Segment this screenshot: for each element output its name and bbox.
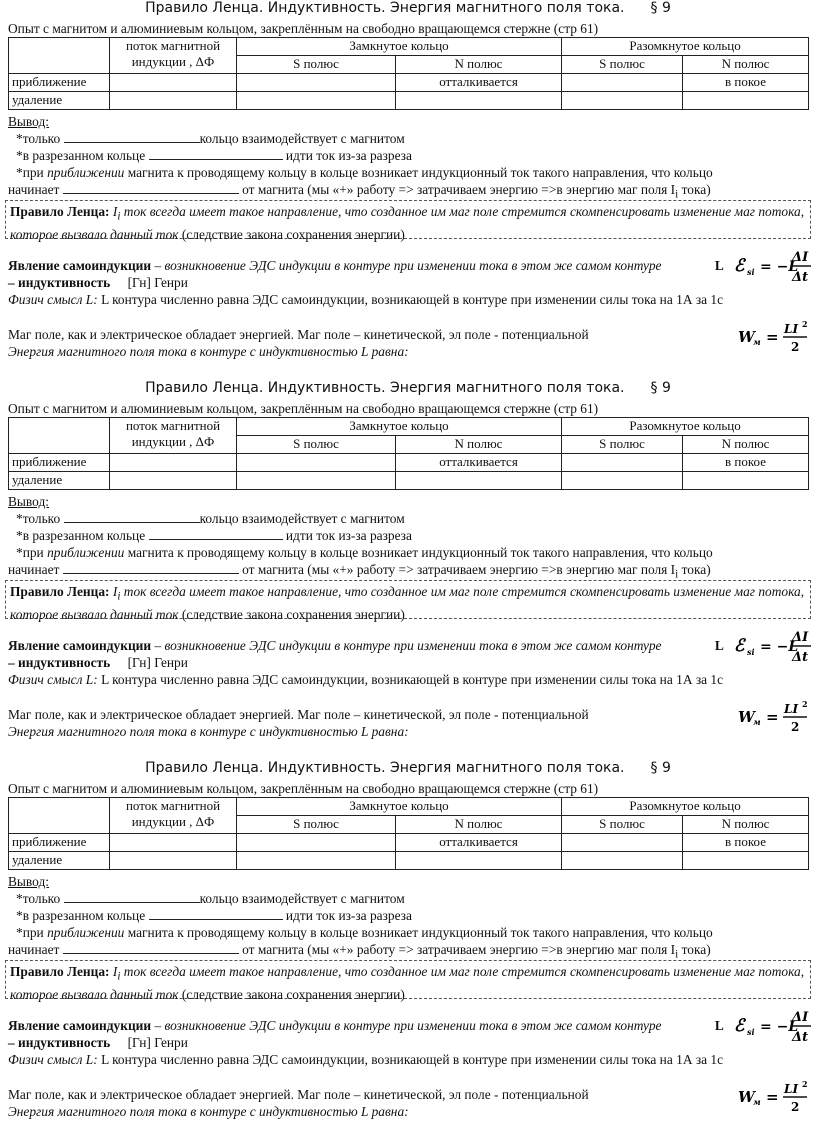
svg-text:LI: LI xyxy=(784,702,799,716)
table-row xyxy=(9,74,809,92)
inductance-unit: [Гн] Генри xyxy=(127,1035,188,1050)
table-row xyxy=(9,418,809,436)
physical-meaning: Физич смысл L: L контура численно равна ЭДС самоиндукции, возникающей в контуре при изменении силы тока на 1А за 1с xyxy=(8,1052,724,1067)
self-induction-emf-formula xyxy=(732,625,812,665)
lenz-rule-box: Правило Ленца: $I_i$ ток всегда имеет такое направление, что созданное им маг поле стремится скомпенсировать изменение маг потока, которое вызвало данный ток (следствие закона сохранения энергии) xyxy=(5,200,811,239)
table-cell[interactable] xyxy=(110,74,237,92)
experiment-table xyxy=(8,797,809,870)
table-cell[interactable] xyxy=(110,852,237,870)
table-cell[interactable] xyxy=(396,92,562,110)
conclusion-label: Вывод: xyxy=(8,114,50,129)
fill-in-blank[interactable] xyxy=(63,562,239,574)
table-row xyxy=(9,454,809,472)
table-row xyxy=(9,834,809,852)
table-row xyxy=(9,472,809,490)
s-pole-header: S полюс xyxy=(562,436,683,454)
svg-text:2: 2 xyxy=(791,1100,800,1114)
worksheet-block xyxy=(8,0,808,378)
fill-in-blank[interactable] xyxy=(63,942,239,954)
section-number: § 9 xyxy=(650,380,671,396)
self-induction-emf-formula xyxy=(732,245,812,285)
table-cell-at-rest: в покое xyxy=(683,834,809,852)
row-label-approach: приближение xyxy=(9,834,110,852)
table-cell-at-rest: в покое xyxy=(683,454,809,472)
table-cell-at-rest: в покое xyxy=(683,74,809,92)
svg-text:si: si xyxy=(747,647,755,657)
fill-in-blank[interactable] xyxy=(149,908,283,920)
n-pole-header: N полюс xyxy=(683,56,809,74)
table-cell[interactable] xyxy=(562,472,683,490)
table-cell[interactable] xyxy=(683,92,809,110)
open-ring-header: Разомкнутое кольцо xyxy=(562,798,809,816)
svg-text:si: si xyxy=(747,1027,755,1037)
svg-text:2: 2 xyxy=(802,1080,808,1089)
svg-text:ΔI: ΔI xyxy=(792,1010,809,1025)
svg-text:W: W xyxy=(738,1088,755,1106)
table-cell[interactable] xyxy=(562,92,683,110)
conclusion: Вывод: *только кольцо взаимодействует с магнитом *в разрезанном кольце идти ток из-за разреза *при приближении магнита к проводящему кольцу в кольце возникает индукционный ток такого направления, что кольцо начинает от магнита (мы «+» работу => затрачиваем энергию =>в энергию маг поля $I_i$ тока) xyxy=(8,874,713,961)
conclusion-label: Вывод: xyxy=(8,494,50,509)
table-cell[interactable] xyxy=(110,454,237,472)
table-cell[interactable] xyxy=(683,472,809,490)
flux-header: поток магнитной индукции , ΔФ xyxy=(110,418,237,454)
table-cell[interactable] xyxy=(110,92,237,110)
table-cell[interactable] xyxy=(562,454,683,472)
row-label-approach: приближение xyxy=(9,74,110,92)
svg-text:Δt: Δt xyxy=(792,650,809,665)
page-title: Правило Ленца. Индуктивность. Энергия магнитного поля тока. § 9 xyxy=(145,380,671,396)
experiment-intro: Опыт с магнитом и алюминиевым кольцом, закреплённым на свободно вращающемся стержне (стр 61) xyxy=(8,781,599,796)
closed-ring-header: Замкнутое кольцо xyxy=(237,798,562,816)
table-cell[interactable] xyxy=(562,834,683,852)
worksheet-block xyxy=(8,380,808,758)
self-induction-emf-formula xyxy=(732,1005,812,1045)
conclusion: Вывод: *только кольцо взаимодействует с магнитом *в разрезанном кольце идти ток из-за разреза *при приближении магнита к проводящему кольцу в кольце возникает индукционный ток такого направления, что кольцо начинает от магнита (мы «+» работу => затрачиваем энергию =>в энергию маг поля $I_i$ тока) xyxy=(8,114,713,201)
svg-text:si: si xyxy=(747,267,755,277)
table-cell[interactable] xyxy=(110,472,237,490)
page-title: Правило Ленца. Индуктивность. Энергия магнитного поля тока. § 9 xyxy=(145,0,671,16)
svg-text:м: м xyxy=(753,337,761,347)
table-cell[interactable] xyxy=(237,92,396,110)
lenz-rule-label: Правило Ленца: xyxy=(10,964,110,979)
magnetic-energy-formula xyxy=(736,1080,808,1114)
self-induction-definition: Явление самоиндукции – возникновение ЭДС индукции в контуре при изменении тока в этом же самом контуре L – индуктивность [Гн] Генри xyxy=(8,1018,724,1050)
svg-text:ℰ: ℰ xyxy=(734,636,745,656)
svg-text:ℰ: ℰ xyxy=(734,256,745,276)
table-cell[interactable] xyxy=(237,454,396,472)
row-label-approach: приближение xyxy=(9,454,110,472)
row-label-remove: удаление xyxy=(9,472,110,490)
closed-ring-header: Замкнутое кольцо xyxy=(237,38,562,56)
svg-text:=: = xyxy=(766,1088,779,1106)
svg-text:2: 2 xyxy=(802,320,808,329)
table-cell[interactable] xyxy=(683,852,809,870)
svg-text:LI: LI xyxy=(784,1082,799,1096)
s-pole-header: S полюс xyxy=(562,816,683,834)
closed-ring-header: Замкнутое кольцо xyxy=(237,418,562,436)
lenz-rule-label: Правило Ленца: xyxy=(10,204,110,219)
fill-in-blank[interactable] xyxy=(149,528,283,540)
table-cell[interactable] xyxy=(237,852,396,870)
s-pole-header: S полюс xyxy=(237,816,396,834)
section-number: § 9 xyxy=(650,0,671,16)
table-cell[interactable] xyxy=(9,798,110,834)
lenz-rule-box: Правило Ленца: $I_i$ ток всегда имеет такое направление, что созданное им маг поле стремится скомпенсировать изменение маг потока, которое вызвало данный ток (следствие закона сохранения энергии) xyxy=(5,580,811,619)
svg-text:Δt: Δt xyxy=(792,270,809,285)
magnetic-energy-formula xyxy=(736,320,808,354)
inductance-label: L – индуктивность xyxy=(8,258,724,290)
fill-in-blank[interactable] xyxy=(64,131,200,143)
table-cell[interactable] xyxy=(9,418,110,454)
s-pole-header: S полюс xyxy=(237,56,396,74)
svg-text:W: W xyxy=(738,708,755,726)
n-pole-header: N полюс xyxy=(396,816,562,834)
table-cell-repels: отталкивается xyxy=(396,454,562,472)
magnetic-energy-formula xyxy=(736,700,808,734)
inductance-label: L – индуктивность xyxy=(8,638,724,670)
magnetic-energy-text: Маг поле, как и электрическое обладает энергией. Маг поле – кинетической, эл поле - потенциальной Энергия магнитного поля тока в контуре с индуктивностью L равна: xyxy=(8,707,589,739)
table-row xyxy=(9,92,809,110)
svg-text:2: 2 xyxy=(791,340,800,354)
svg-text:=: = xyxy=(766,708,779,726)
svg-text:Δt: Δt xyxy=(792,1030,809,1045)
n-pole-header: N полюс xyxy=(396,56,562,74)
table-cell-repels: отталкивается xyxy=(396,834,562,852)
lenz-rule-box: Правило Ленца: $I_i$ ток всегда имеет такое направление, что созданное им маг поле стремится скомпенсировать изменение маг потока, которое вызвало данный ток (следствие закона сохранения энергии) xyxy=(5,960,811,999)
lenz-rule-label: Правило Ленца: xyxy=(10,584,110,599)
svg-text:LI: LI xyxy=(784,322,799,336)
n-pole-header: N полюс xyxy=(396,436,562,454)
physical-meaning: Физич смысл L: L контура численно равна ЭДС самоиндукции, возникающей в контуре при изменении силы тока на 1А за 1с xyxy=(8,292,724,307)
svg-text:W: W xyxy=(738,328,755,346)
row-label-remove: удаление xyxy=(9,852,110,870)
fill-in-blank[interactable] xyxy=(149,148,283,160)
fill-in-blank[interactable] xyxy=(64,891,200,903)
svg-text:= −L: = −L xyxy=(760,639,799,655)
table-cell[interactable] xyxy=(396,852,562,870)
flux-header: поток магнитной индукции , ΔФ xyxy=(110,38,237,74)
open-ring-header: Разомкнутое кольцо xyxy=(562,38,809,56)
table-cell[interactable] xyxy=(237,834,396,852)
self-induction-definition: Явление самоиндукции – возникновение ЭДС индукции в контуре при изменении тока в этом же самом контуре L – индуктивность [Гн] Генри xyxy=(8,638,724,670)
svg-text:м: м xyxy=(753,717,761,727)
svg-text:2: 2 xyxy=(791,720,800,734)
magnetic-energy-text: Маг поле, как и электрическое обладает энергией. Маг поле – кинетической, эл поле - потенциальной Энергия магнитного поля тока в контуре с индуктивностью L равна: xyxy=(8,1087,589,1119)
s-pole-header: S полюс xyxy=(237,436,396,454)
physical-meaning: Физич смысл L: L контура численно равна ЭДС самоиндукции, возникающей в контуре при изменении силы тока на 1А за 1с xyxy=(8,672,724,687)
worksheet-block xyxy=(8,760,808,1138)
fill-in-blank[interactable] xyxy=(64,511,200,523)
experiment-table xyxy=(8,37,809,110)
table-row xyxy=(9,852,809,870)
table-cell[interactable] xyxy=(396,472,562,490)
svg-text:ℰ: ℰ xyxy=(734,1016,745,1036)
inductance-unit: [Гн] Генри xyxy=(127,275,188,290)
experiment-intro: Опыт с магнитом и алюминиевым кольцом, закреплённым на свободно вращающемся стержне (стр 61) xyxy=(8,21,599,36)
row-label-remove: удаление xyxy=(9,92,110,110)
inductance-unit: [Гн] Генри xyxy=(127,655,188,670)
svg-text:=: = xyxy=(766,328,779,346)
svg-text:ΔI: ΔI xyxy=(792,630,809,645)
experiment-intro: Опыт с магнитом и алюминиевым кольцом, закреплённым на свободно вращающемся стержне (стр 61) xyxy=(8,401,599,416)
table-cell[interactable] xyxy=(110,834,237,852)
table-row xyxy=(9,798,809,816)
table-cell[interactable] xyxy=(9,38,110,74)
section-number: § 9 xyxy=(650,760,671,776)
s-pole-header: S полюс xyxy=(562,56,683,74)
page-title: Правило Ленца. Индуктивность. Энергия магнитного поля тока. § 9 xyxy=(145,760,671,776)
self-induction-definition: Явление самоиндукции – возникновение ЭДС индукции в контуре при изменении тока в этом же самом контуре L – индуктивность [Гн] Генри xyxy=(8,258,724,290)
table-cell[interactable] xyxy=(237,74,396,92)
open-ring-header: Разомкнутое кольцо xyxy=(562,418,809,436)
table-row xyxy=(9,38,809,56)
table-cell[interactable] xyxy=(562,74,683,92)
table-cell[interactable] xyxy=(237,472,396,490)
n-pole-header: N полюс xyxy=(683,816,809,834)
magnetic-energy-text: Маг поле, как и электрическое обладает энергией. Маг поле – кинетической, эл поле - потенциальной Энергия магнитного поля тока в контуре с индуктивностью L равна: xyxy=(8,327,589,359)
table-cell[interactable] xyxy=(562,852,683,870)
flux-header: поток магнитной индукции , ΔФ xyxy=(110,798,237,834)
svg-text:ΔI: ΔI xyxy=(792,250,809,265)
svg-text:= −L: = −L xyxy=(760,259,799,275)
n-pole-header: N полюс xyxy=(683,436,809,454)
svg-text:2: 2 xyxy=(802,700,808,709)
conclusion-label: Вывод: xyxy=(8,874,50,889)
fill-in-blank[interactable] xyxy=(63,182,239,194)
svg-text:м: м xyxy=(753,1097,761,1107)
conclusion: Вывод: *только кольцо взаимодействует с магнитом *в разрезанном кольце идти ток из-за разреза *при приближении магнита к проводящему кольцу в кольце возникает индукционный ток такого направления, что кольцо начинает от магнита (мы «+» работу => затрачиваем энергию =>в энергию маг поля $I_i$ тока) xyxy=(8,494,713,581)
experiment-table xyxy=(8,417,809,490)
inductance-label: L – индуктивность xyxy=(8,1018,724,1050)
table-cell-repels: отталкивается xyxy=(396,74,562,92)
svg-text:= −L: = −L xyxy=(760,1019,799,1035)
